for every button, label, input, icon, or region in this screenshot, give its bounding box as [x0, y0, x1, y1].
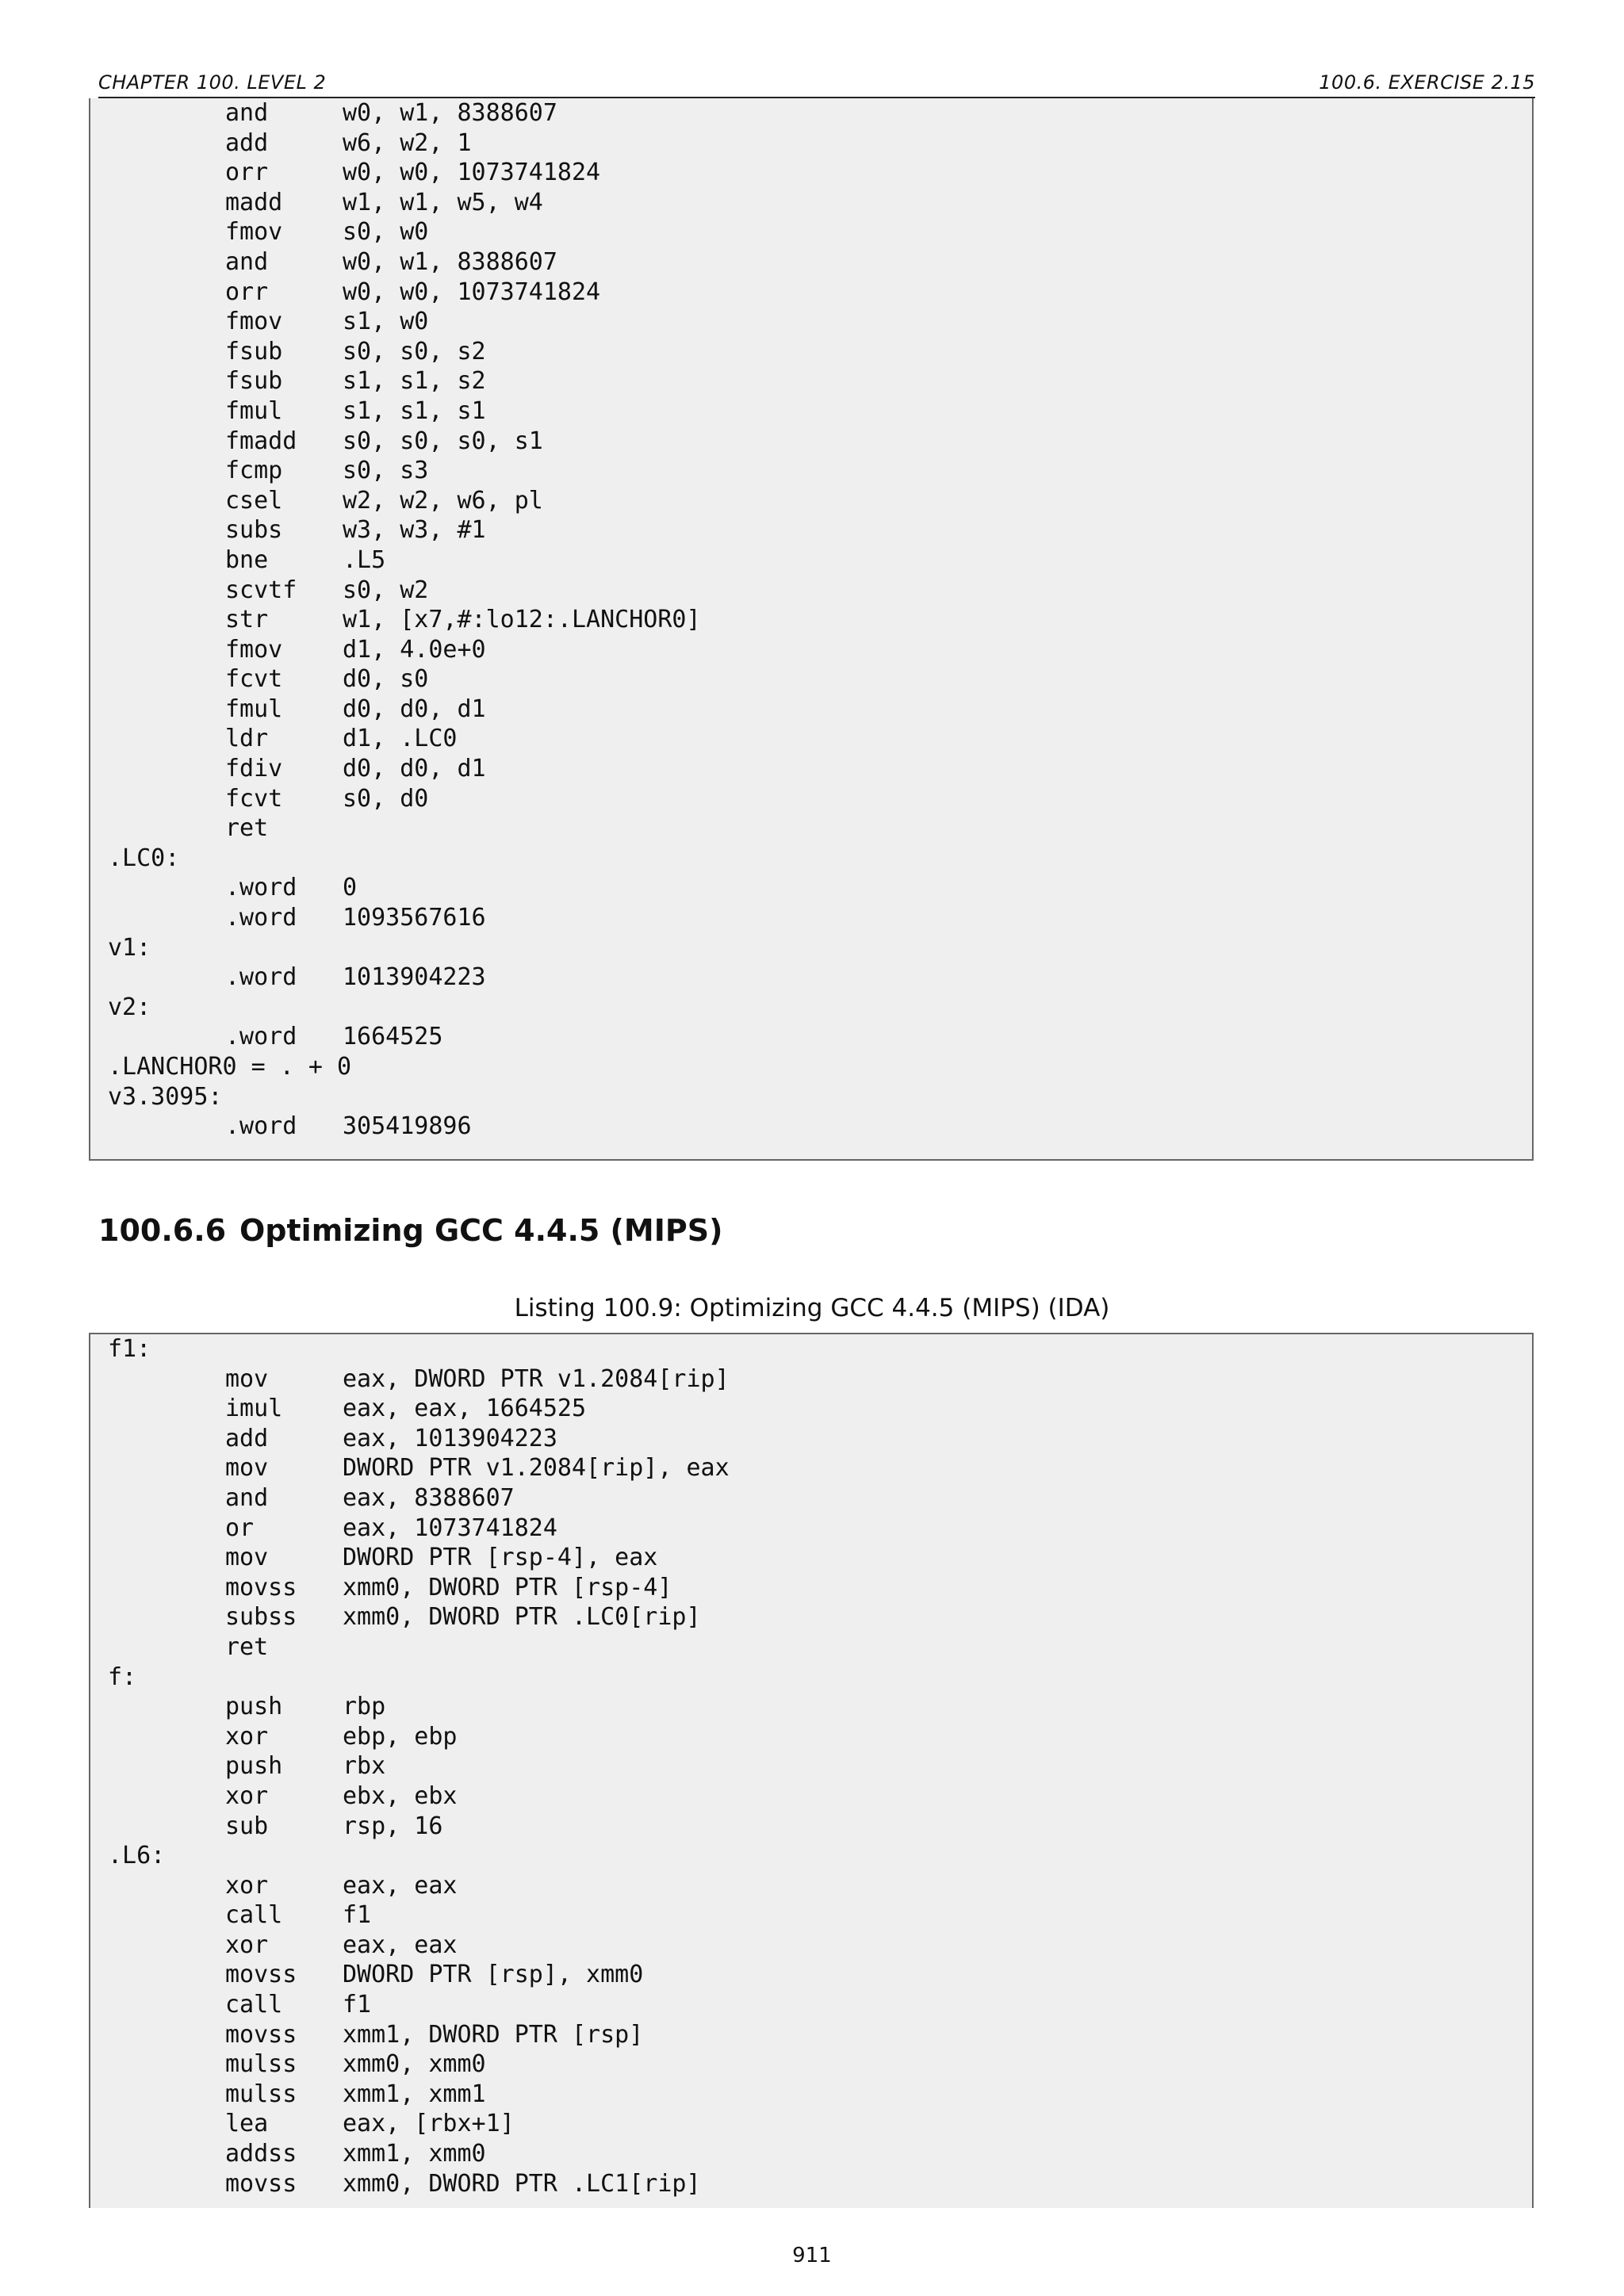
code-listing — [89, 1333, 1534, 2208]
code-line — [98, 1900, 1524, 1931]
code-label: v3.3095: — [108, 1082, 223, 1111]
code-operands: w0, w0, 1073741824 — [343, 159, 601, 187]
code-operands: xmm1, xmm1 — [343, 2080, 486, 2108]
code-operands: ebp, ebp — [343, 1722, 458, 1751]
code-line — [98, 247, 1524, 277]
code-operands: s0, w0 — [343, 218, 429, 247]
section-heading — [98, 1213, 722, 1248]
code-operands: w0, w0, 1073741824 — [343, 277, 601, 306]
code-operands: .L5 — [343, 545, 386, 574]
code-opcode: fmov — [225, 308, 283, 336]
page-number: 911 — [792, 2244, 832, 2267]
code-opcode: addss — [225, 2140, 297, 2168]
code-label: .LC0: — [108, 844, 180, 872]
code-line — [98, 456, 1524, 486]
code-line — [98, 1602, 1524, 1632]
code-operands: s0, d0 — [343, 784, 429, 813]
code-opcode: or — [225, 1513, 255, 1542]
code-operands: s1, s1, s1 — [343, 396, 486, 425]
code-opcode: and — [225, 247, 269, 276]
code-line — [98, 1990, 1524, 2020]
code-operands: w3, w3, #1 — [343, 516, 486, 545]
code-opcode: fdiv — [225, 755, 283, 783]
code-operands: xmm0, DWORD PTR .LC0[rip] — [343, 1603, 701, 1632]
code-opcode: ldr — [225, 725, 269, 753]
section-number: 100.6.6 — [98, 1213, 227, 1248]
code-operands: DWORD PTR [rsp], xmm0 — [343, 1961, 644, 1989]
code-line — [98, 2049, 1524, 2080]
code-opcode: madd — [225, 188, 283, 216]
code-line — [98, 1543, 1524, 1573]
code-operands: w2, w2, w6, pl — [343, 486, 543, 515]
code-operands: f1 — [343, 1901, 372, 1930]
code-operands: w1, [x7,#:lo12:.LANCHOR0] — [343, 606, 701, 634]
code-opcode: .word — [225, 963, 297, 992]
code-line — [98, 873, 1524, 903]
code-line — [98, 1364, 1524, 1395]
code-operands: rbp — [343, 1693, 386, 1721]
code-operands: s1, s1, s2 — [343, 367, 486, 396]
code-operands: s0, s0, s0, s1 — [343, 427, 543, 455]
code-opcode: ret — [225, 814, 269, 843]
code-label: f1: — [108, 1335, 151, 1363]
code-opcode: fsub — [225, 367, 283, 396]
code-line — [98, 98, 1524, 128]
code-opcode: subs — [225, 516, 283, 545]
code-line — [98, 1751, 1524, 1781]
code-opcode: mov — [225, 1544, 269, 1572]
code-line — [98, 576, 1524, 606]
code-line — [98, 754, 1524, 784]
code-opcode: scvtf — [225, 576, 297, 604]
code-line — [98, 933, 1524, 963]
code-line — [98, 1022, 1524, 1052]
page-header — [98, 68, 1535, 98]
code-opcode: xor — [225, 1931, 269, 1959]
code-operands: xmm1, DWORD PTR [rsp] — [343, 2020, 644, 2049]
section-header: 100.6. EXERCISE 2.15 — [1319, 71, 1535, 94]
code-opcode: orr — [225, 277, 269, 306]
code-operands: eax, 8388607 — [343, 1483, 515, 1512]
code-opcode: fsub — [225, 337, 283, 365]
code-line — [98, 1632, 1524, 1663]
code-line — [98, 993, 1524, 1023]
code-opcode: fmov — [225, 635, 283, 664]
code-line — [98, 724, 1524, 754]
code-operands: s0, w2 — [343, 576, 429, 604]
code-operands: s0, s0, s2 — [343, 337, 486, 365]
code-opcode: imul — [225, 1395, 283, 1423]
code-line — [98, 188, 1524, 218]
code-operands: eax, eax — [343, 1931, 458, 1959]
code-line — [98, 1052, 1524, 1082]
code-operands: rbx — [343, 1752, 386, 1781]
code-operands: d1, 4.0e+0 — [343, 635, 486, 664]
code-line — [98, 2169, 1524, 2199]
code-operands: 1093567616 — [343, 904, 486, 932]
code-line — [98, 1453, 1524, 1483]
code-line — [98, 903, 1524, 933]
code-opcode: xor — [225, 1871, 269, 1900]
code-line — [98, 1334, 1524, 1364]
code-opcode: fmov — [225, 218, 283, 247]
code-operands: 0 — [343, 874, 358, 902]
code-opcode: csel — [225, 486, 283, 515]
code-operands: ebx, ebx — [343, 1781, 458, 1810]
code-operands: s0, s3 — [343, 457, 429, 485]
code-line — [98, 427, 1524, 457]
code-opcode: movss — [225, 2020, 297, 2049]
code-opcode: fmadd — [225, 427, 297, 455]
code-line — [98, 2080, 1524, 2110]
code-opcode: and — [225, 99, 269, 127]
code-line — [98, 158, 1524, 188]
code-operands: eax, 1073741824 — [343, 1513, 557, 1542]
code-line — [98, 1871, 1524, 1901]
code-operands: w0, w1, 8388607 — [343, 99, 557, 127]
code-line — [98, 1424, 1524, 1454]
code-line — [98, 1573, 1524, 1603]
code-label: .LANCHOR0 = . + 0 — [108, 1053, 352, 1081]
code-opcode: call — [225, 1991, 283, 2019]
code-line — [98, 1960, 1524, 1990]
code-line — [98, 277, 1524, 308]
code-line — [98, 307, 1524, 337]
code-opcode: fcvt — [225, 784, 283, 813]
code-listing-continued — [89, 98, 1534, 1161]
code-line — [98, 366, 1524, 396]
code-operands: xmm1, xmm0 — [343, 2140, 486, 2168]
code-operands: xmm0, xmm0 — [343, 2050, 486, 2079]
code-operands: w6, w2, 1 — [343, 128, 472, 157]
code-opcode: mulss — [225, 2050, 297, 2079]
code-opcode: .word — [225, 1112, 297, 1141]
code-line — [98, 605, 1524, 635]
code-line — [98, 635, 1524, 665]
code-line — [98, 2109, 1524, 2139]
code-opcode: push — [225, 1752, 283, 1781]
code-opcode: movss — [225, 1573, 297, 1601]
code-opcode: fmul — [225, 695, 283, 723]
code-opcode: ret — [225, 1632, 269, 1661]
code-line — [98, 515, 1524, 545]
code-opcode: push — [225, 1693, 283, 1721]
code-line — [98, 1483, 1524, 1513]
code-operands: 305419896 — [343, 1112, 472, 1141]
code-opcode: mov — [225, 1454, 269, 1483]
code-operands: eax, eax — [343, 1871, 458, 1900]
code-operands: w1, w1, w5, w4 — [343, 188, 543, 216]
code-opcode: fcmp — [225, 457, 283, 485]
code-line — [98, 1722, 1524, 1752]
code-operands: DWORD PTR [rsp-4], eax — [343, 1544, 658, 1572]
code-line — [98, 2020, 1524, 2050]
code-opcode: call — [225, 1901, 283, 1930]
code-operands: xmm0, DWORD PTR [rsp-4] — [343, 1573, 672, 1601]
code-opcode: lea — [225, 2110, 269, 2138]
listing-caption: Listing 100.9: Optimizing GCC 4.4.5 (MIPS) (IDA) — [514, 1294, 1110, 1322]
code-opcode: .word — [225, 874, 297, 902]
code-line — [98, 396, 1524, 427]
code-line — [98, 1841, 1524, 1871]
code-line — [98, 1781, 1524, 1812]
code-operands: eax, DWORD PTR v1.2084[rip] — [343, 1364, 730, 1393]
code-operands: eax, eax, 1664525 — [343, 1395, 587, 1423]
code-line — [98, 784, 1524, 814]
code-line — [98, 337, 1524, 367]
code-opcode: movss — [225, 2169, 297, 2198]
code-opcode: and — [225, 1483, 269, 1512]
code-label: v1: — [108, 933, 151, 962]
code-operands: f1 — [343, 1991, 372, 2019]
code-opcode: orr — [225, 159, 269, 187]
code-opcode: movss — [225, 1961, 297, 1989]
code-operands: rsp, 16 — [343, 1812, 443, 1840]
code-opcode: str — [225, 606, 269, 634]
code-opcode: fcvt — [225, 665, 283, 694]
code-line — [98, 962, 1524, 993]
code-line — [98, 1812, 1524, 1842]
code-opcode: .word — [225, 1023, 297, 1051]
code-line — [98, 813, 1524, 844]
code-line — [98, 695, 1524, 725]
code-opcode: xor — [225, 1781, 269, 1810]
code-line — [98, 1394, 1524, 1424]
code-operands: d1, .LC0 — [343, 725, 458, 753]
code-line — [98, 1931, 1524, 1961]
code-opcode: add — [225, 1424, 269, 1452]
code-opcode: mov — [225, 1364, 269, 1393]
code-line — [98, 1112, 1524, 1142]
code-label: .L6: — [108, 1842, 166, 1870]
code-operands: 1664525 — [343, 1023, 443, 1051]
code-operands: 1013904223 — [343, 963, 486, 992]
code-operands: d0, s0 — [343, 665, 429, 694]
code-line — [98, 217, 1524, 247]
code-operands: d0, d0, d1 — [343, 755, 486, 783]
code-line — [98, 844, 1524, 874]
section-title: Optimizing GCC 4.4.5 (MIPS) — [239, 1213, 723, 1248]
code-operands: eax, [rbx+1] — [343, 2110, 515, 2138]
code-opcode: fmul — [225, 396, 283, 425]
code-label: v2: — [108, 993, 151, 1021]
code-opcode: bne — [225, 545, 269, 574]
code-opcode: .word — [225, 904, 297, 932]
code-line — [98, 128, 1524, 159]
code-opcode: subss — [225, 1603, 297, 1632]
code-line — [98, 1692, 1524, 1722]
code-opcode: xor — [225, 1722, 269, 1751]
chapter-header: CHAPTER 100. LEVEL 2 — [98, 71, 327, 94]
code-operands: s1, w0 — [343, 308, 429, 336]
code-operands: eax, 1013904223 — [343, 1424, 557, 1452]
code-opcode: mulss — [225, 2080, 297, 2108]
code-line — [98, 1663, 1524, 1693]
code-operands: xmm0, DWORD PTR .LC1[rip] — [343, 2169, 701, 2198]
code-operands: w0, w1, 8388607 — [343, 247, 557, 276]
code-opcode: sub — [225, 1812, 269, 1840]
code-line — [98, 545, 1524, 576]
code-line — [98, 664, 1524, 695]
code-line — [98, 486, 1524, 516]
code-opcode: add — [225, 128, 269, 157]
code-line — [98, 1513, 1524, 1544]
code-line — [98, 2139, 1524, 2169]
code-operands: d0, d0, d1 — [343, 695, 486, 723]
code-line — [98, 1082, 1524, 1112]
code-label: f: — [108, 1663, 137, 1691]
code-operands: DWORD PTR v1.2084[rip], eax — [343, 1454, 730, 1483]
